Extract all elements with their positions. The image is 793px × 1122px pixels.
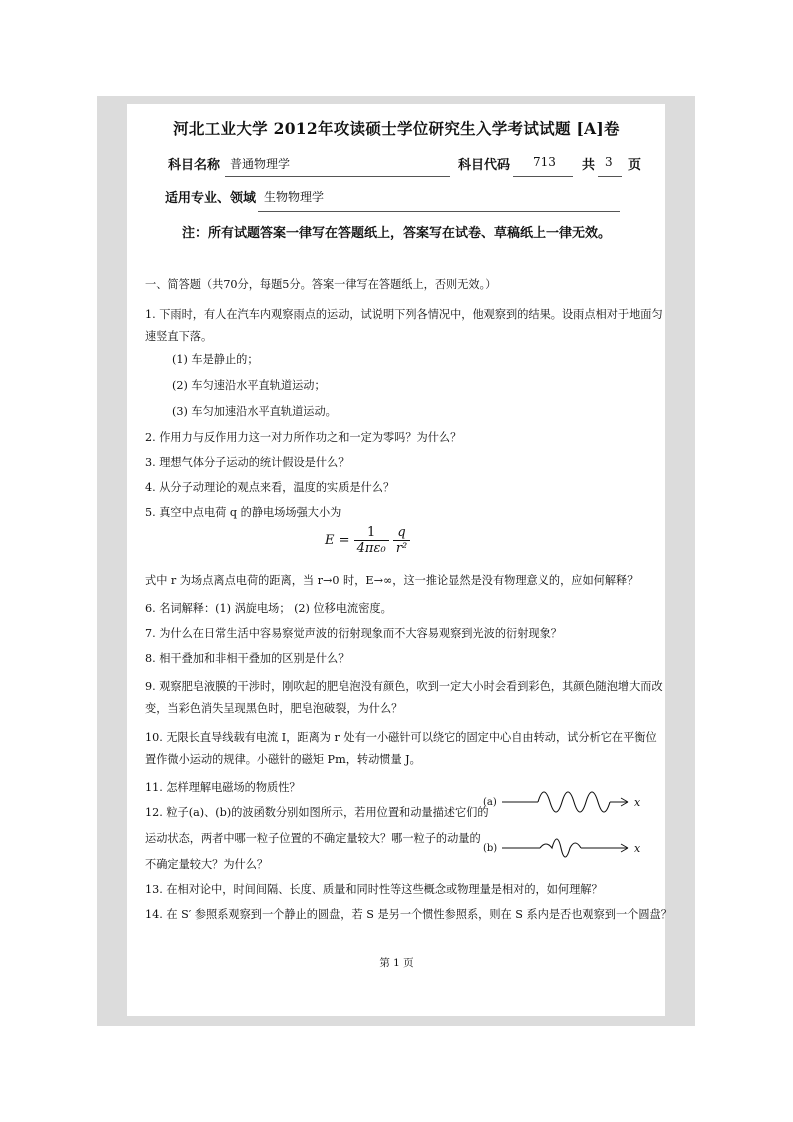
question-1-sub-2: (2) 车匀速沿水平直轨道运动； <box>172 379 326 392</box>
notice: 注：所有试题答案一律写在答题纸上，答案写在试卷、草稿纸上一律无效。 <box>181 226 611 241</box>
question-10: 10. 无限长直导线载有电流 I，距离为 r 处有一小磁针可以绕它的固定中心自由转动，试分析它在平衡位置作微小运动的规律。小磁针的磁矩 Pm，转动惯量 J。 <box>145 731 657 766</box>
question-1: 1. 下雨时，有人在汽车内观察雨点的运动，试说明下列各情况中，他观察到的结果。设雨点相对于地面匀速竖直下落。 <box>145 308 663 343</box>
question-7: 7. 为什么在日常生活中容易察觉声波的衍射现象而不大容易观察到光波的衍射现象？ <box>145 627 562 640</box>
major-value: 生物物理学 <box>264 190 325 204</box>
pages-prefix: 共 <box>582 158 596 173</box>
question-12-line-2: 运动状态，两者中哪一粒子位置的不确定量较大？哪一粒子的动量的 <box>145 832 481 845</box>
question-12-line-3: 不确定量较大？为什么？ <box>145 858 269 871</box>
formula-den-2: r² <box>395 541 408 556</box>
formula-fraction-2 <box>393 525 410 556</box>
subject-name-value: 普通物理学 <box>230 157 291 171</box>
subject-code-value: 713 <box>533 155 556 169</box>
subject-name-label: 科目名称 <box>168 158 221 173</box>
formula-fraction-1 <box>354 525 389 556</box>
question-13: 13. 在相对论中，时间间隔、长度、质量和同时性等这些概念或物理量是相对的，如何理解？ <box>145 883 603 896</box>
section-heading: 一、简答题（共70分，每题5分。答案一律写在答题纸上，否则无效。） <box>145 278 497 291</box>
figure-label-a: (a) <box>483 797 497 808</box>
subject-code-label: 科目代码 <box>458 158 511 173</box>
question-1-sub-1: (1) 车是静止的； <box>172 353 259 366</box>
formula-num-1: 1 <box>354 525 389 541</box>
formula-lhs: E = <box>325 533 350 548</box>
question-6: 6. 名词解释：(1) 涡旋电场； (2) 位移电流密度。 <box>145 602 392 615</box>
wave-b-packet <box>540 839 581 857</box>
question-3: 3. 理想气体分子运动的统计假设是什么？ <box>145 456 350 469</box>
pages-underline <box>598 176 622 177</box>
major-label: 适用专业、领域 <box>165 191 257 206</box>
wave-a-packet <box>538 792 610 812</box>
question-5: 5. 真空中点电荷 q 的静电场场强大小为 <box>145 506 342 519</box>
wavefunction-figure <box>480 780 650 875</box>
formula-den-1: 4πε₀ <box>356 541 386 556</box>
formula-num-2: q <box>393 525 410 541</box>
figure-label-b: (b) <box>483 843 498 854</box>
question-11: 11. 怎样理解电磁场的物质性？ <box>145 781 301 794</box>
question-2: 2. 作用力与反作用力这一对力所作功之和一定为零吗？为什么？ <box>145 431 462 444</box>
question-8: 8. 相干叠加和非相干叠加的区别是什么？ <box>145 652 350 665</box>
subject-code-underline <box>513 176 573 177</box>
major-underline <box>258 211 620 212</box>
page-footer: 第 1 页 <box>379 957 414 969</box>
question-12-line-1: 12. 粒子(a)、(b)的波函数分别如图所示，若用位置和动量描述它们的 <box>145 806 489 819</box>
question-5-continued: 式中 r 为场点离点电荷的距离，当 r→0 时，E→∞，这一推论显然是没有物理意义的，应如何解释？ <box>145 574 639 587</box>
question-9: 9. 观察肥皂液膜的干涉时，刚吹起的肥皂泡没有颜色，吹到一定大小时会看到彩色，其颜色随泡增大而改变，当彩色消失呈现黑色时，肥皂泡破裂，为什么？ <box>145 680 663 715</box>
pages-count: 3 <box>605 155 613 169</box>
question-1-sub-3: (3) 车匀加速沿水平直轨道运动。 <box>172 405 337 418</box>
exam-title: 河北工业大学 2012年攻读硕士学位研究生入学考试试题 [A]卷 <box>173 119 620 138</box>
axis-a-label: x <box>634 796 641 809</box>
pages-suffix: 页 <box>628 158 642 173</box>
coulomb-formula <box>325 525 410 556</box>
question-14: 14. 在 S′ 参照系观察到一个静止的圆盘，若 S 是另一个惯性参照系，则在 S 系内是否也观察到一个圆盘？ <box>145 908 672 921</box>
axis-b-label: x <box>634 842 641 855</box>
subject-name-underline <box>225 176 450 177</box>
question-4: 4. 从分子动理论的观点来看，温度的实质是什么？ <box>145 481 395 494</box>
